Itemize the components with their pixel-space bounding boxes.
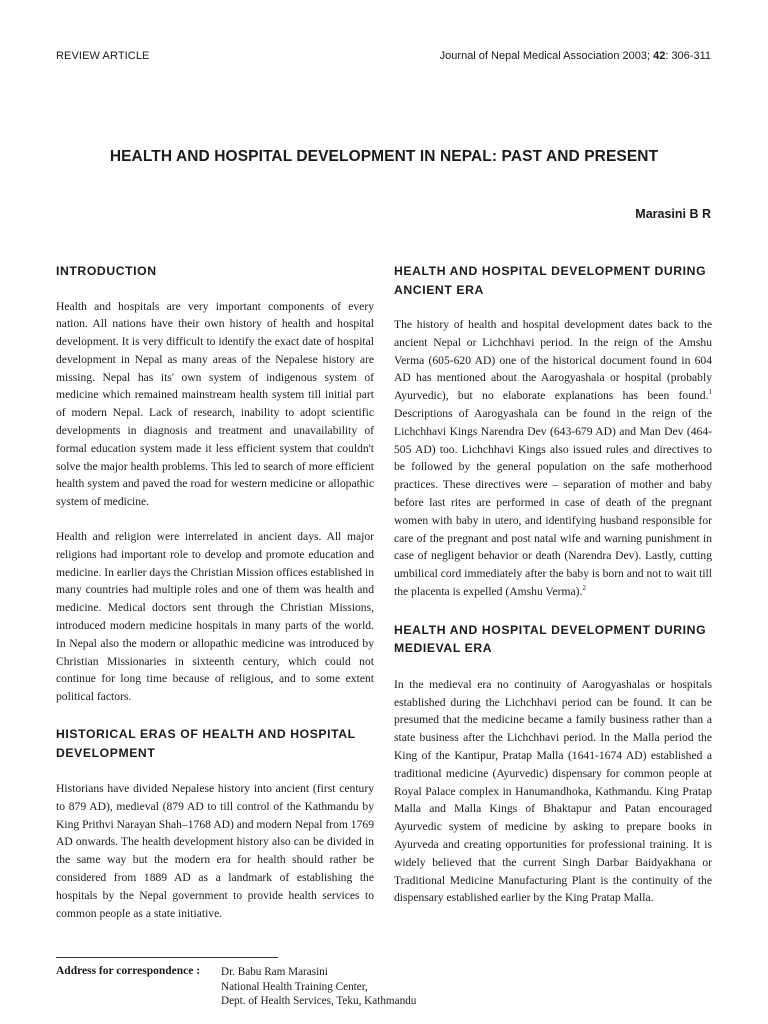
medieval-era-paragraph: In the medieval era no continuity of Aarogyashalas or hospitals established during the Lichchhavi period can be found. It can be presumed that the medicine became a family business rather than a state business after the Lichchhavi period. In the Malla period the King of the Kantipur, Pratap Malla (1641-1674 AD) established a traditional medicine (Ayurvedic) dispensary for common people at Royal Palace complex in Hanumandhoka, Kathmandu. King Pratap Malla and Malla Kings of Bhaktapur and Patan encouraged Ayurvedic system of medicine by asking to prepare books in Ayurveda and creating opportunities for professional training. It is widely believed that the current Singh Darbar Baidyakhana or Traditional Medicine Manufacturing Plant is the continuity of the dispensary established earlier by the King Pratap Malla.: [394, 677, 712, 905]
introduction-heading: INTRODUCTION: [56, 264, 157, 278]
ancient-era-heading: HEALTH AND HOSPITAL DEVELOPMENT DURING ANCIENT ERA: [394, 264, 707, 297]
historical-eras-paragraph: Historians have divided Nepalese history into ancient (first century to 879 AD), medieval (879 AD to till control of the Kathmandu by King Prithvi Narayan Shah–1768 AD) and modern Nepal from 1769 AD onwards. The health development history also can be divided in the same way but the modern era for health should rather be considered from 1889 AD as a landmark of establishing the hospitals by the Nepal government to provide health services to common people as a state initiative.: [56, 782, 374, 920]
ancient-text-part-2: Descriptions of Aarogyashala can be found in the reign of the Lichchhavi Kings Narendra Dev (643-679 AD) and Man Dev (464-505 AD) too. Lichchhavi Kings also issued rules and directives to be followed by the general population on the safe motherhood practices. These directives were – separation of mother and baby before last rites are performed in case of death of the pregnant women with baby in utero, and identifying husband responsible for care of the pregnant and post natal wife and warning punishment in case of negligent behavior or death (Narendra Dev). Lastly, cutting umbilical cord immediately after the baby is born and not to wait till the placenta is expelled (Amshu Verma).: [394, 406, 712, 598]
introduction-paragraph-2: Health and religion were interrelated in ancient days. All major religions had important role to develop and promote education and medicine. In earlier days the Christian Mission offices established in many countries had multiple roles and one of them was health and medicine. Medical doctors sent through the Christian Missions, introduced modern medicine hospitals in many parts of the world. In Nepal also the modern or allopathic medicine was introduced by Christian Missionaries in sixteenth century, which could not continue for long time because of religious, and to some extent political factors.: [56, 530, 374, 704]
ancient-era-paragraph: [394, 316, 712, 601]
footnote-divider: [56, 957, 278, 958]
address-line: Dr. Babu Ram Marasini: [221, 966, 328, 978]
footnote-ref-2: 2: [582, 584, 586, 593]
medieval-era-heading: HEALTH AND HOSPITAL DEVELOPMENT DURING MEDIEVAL ERA: [394, 622, 707, 656]
introduction-paragraph-1: Health and hospitals are very important components of every nation. All nations have their own history of health and hospital development. It is very difficult to identify the exact date of hospital development in Nepal as many areas of the Nepalese history are missing. Nepal has its' own system of indigenous system of medicine which remained mainstream health system till initial part of modern Nepal. Lack of research, inability to adopt scientific developments in diagnosis and treatment and unavailability of formal education system made it less efficient system that couldn't solve the major health problems. This led to search of more efficient health system and paved the road for western medicine or allopathic system of medicine.: [56, 299, 374, 509]
footnote-ref-1: 1: [708, 388, 712, 397]
article-title: HEALTH AND HOSPITAL DEVELOPMENT IN NEPAL: PAST AND PRESENT: [109, 148, 659, 165]
ancient-text-part-1: The history of health and hospital development dates back to the ancient Nepal or Lichchhavi period. In the reign of the Amshu Verma (605-620 AD) one of the historical document found in 604 AD has mentioned about the Aarogyashala or hospital (probably Ayurvedic), but no elaborate explanations has been found.: [394, 318, 712, 403]
historical-eras-heading: HISTORICAL ERAS OF HEALTH AND HOSPITAL DEVELOPMENT: [56, 727, 356, 760]
correspondence-label: Address for correspondence :: [56, 965, 201, 977]
article-type-label: REVIEW ARTICLE: [56, 50, 150, 62]
journal-volume: 42: [653, 50, 666, 62]
correspondence-address: [221, 965, 416, 1009]
journal-pages: : 306-311: [665, 50, 711, 62]
left-column: [56, 262, 374, 922]
address-line: National Health Training Center,: [221, 980, 368, 993]
journal-name: Journal of Nepal Medical Association 2003;: [439, 50, 654, 62]
right-column: [394, 262, 712, 907]
address-line: Dept. of Health Services, Teku, Kathmandu: [221, 995, 417, 1007]
journal-citation: [440, 50, 711, 62]
article-author: Marasini B R: [635, 207, 711, 221]
